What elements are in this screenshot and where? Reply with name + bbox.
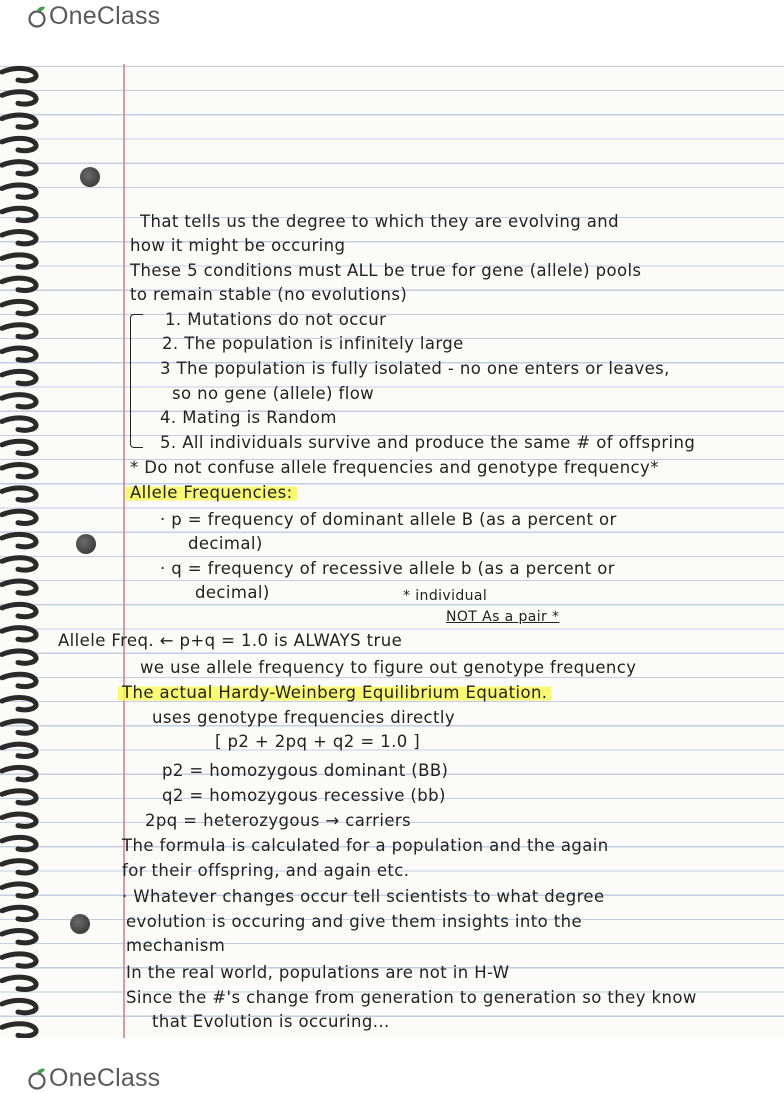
punch-hole xyxy=(80,167,100,187)
oneclass-leaf-icon xyxy=(26,6,48,28)
oneclass-leaf-icon xyxy=(26,1068,48,1090)
spiral-coil xyxy=(2,977,36,989)
note-line: In the real world, populations are not in H-W xyxy=(126,963,510,982)
note-line: · Whatever changes occur tell scientists to what degree xyxy=(122,887,605,906)
not-a-pair-note xyxy=(446,609,559,625)
note-line: These 5 conditions must ALL be true for gene (allele) pools xyxy=(130,261,642,280)
spiral-coil xyxy=(2,92,36,104)
spiral-coil xyxy=(2,954,36,966)
oneclass-logo-bottom xyxy=(26,1064,160,1093)
spiral-coil xyxy=(2,488,36,500)
spiral-coil xyxy=(2,138,36,150)
spiral-coil xyxy=(2,301,36,313)
allele-frequencies-heading: Allele Frequencies: xyxy=(126,483,297,502)
notebook-page xyxy=(0,64,784,1038)
spiral-coil xyxy=(2,674,36,686)
spiral-coil xyxy=(2,511,36,523)
spiral-coil xyxy=(2,1000,36,1012)
condition-item: so no gene (allele) flow xyxy=(172,384,375,403)
note-line: uses genotype frequencies directly xyxy=(152,708,456,727)
spiral-coil xyxy=(2,162,36,174)
genotype-definition: 2pq = heterozygous → carriers xyxy=(145,811,412,830)
spiral-coil xyxy=(2,325,36,337)
spiral-coil xyxy=(2,698,36,710)
brand-name: OneClass xyxy=(49,1064,161,1092)
spiral-coil xyxy=(2,278,36,290)
note-line: mechanism xyxy=(126,936,226,955)
hardy-weinberg-equation: [ p2 + 2pq + q2 = 1.0 ] xyxy=(215,732,421,751)
spiral-coil xyxy=(2,814,36,826)
spiral-coil xyxy=(2,767,36,779)
spiral-coil xyxy=(2,744,36,756)
note-line: That tells us the degree to which they are evolving and xyxy=(140,212,619,231)
not-a-pair-text: NOT As a pair * xyxy=(446,609,560,625)
equation-heading xyxy=(118,683,551,702)
note-line: Since the #'s change from generation to generation so they know xyxy=(126,988,697,1007)
spiral-coil xyxy=(2,1024,36,1036)
spiral-coil xyxy=(2,558,36,570)
spiral-coil xyxy=(2,791,36,803)
note-line: that Evolution is occuring... xyxy=(152,1012,390,1031)
spiral-coil xyxy=(2,348,36,360)
spiral-coil xyxy=(2,68,36,80)
spiral-coil xyxy=(2,208,36,220)
note-line: The formula is calculated for a population and the again xyxy=(122,836,609,855)
spiral-coil xyxy=(2,837,36,849)
spiral-coil xyxy=(2,395,36,407)
conditions-bracket xyxy=(130,314,143,448)
spiral-coil xyxy=(2,604,36,616)
condition-item: 4. Mating is Random xyxy=(160,408,337,427)
spiral-coil xyxy=(2,931,36,943)
note-line: decimal) xyxy=(188,534,263,553)
note-line: evolution is occuring and give them insights into the xyxy=(126,912,583,931)
spiral-coil xyxy=(2,441,36,453)
section-heading xyxy=(126,483,297,502)
spiral-coil xyxy=(2,907,36,919)
spiral-coil xyxy=(2,418,36,430)
warning-note: * Do not confuse allele frequencies and genotype frequency* xyxy=(130,458,659,477)
brand-name: OneClass xyxy=(49,2,161,30)
condition-item: 5. All individuals survive and produce the same # of offspring xyxy=(160,433,696,452)
spiral-coil xyxy=(2,371,36,383)
spiral-coil xyxy=(2,115,36,127)
spiral-coil xyxy=(2,884,36,896)
spiral-coil xyxy=(2,465,36,477)
spiral-coil xyxy=(2,185,36,197)
individual-note: * individual xyxy=(403,588,488,604)
spiral-coil xyxy=(2,861,36,873)
note-line: for their offspring, and again etc. xyxy=(122,861,410,880)
genotype-definition: p2 = homozygous dominant (BB) xyxy=(162,761,449,780)
condition-item: 1. Mutations do not occur xyxy=(165,310,387,329)
hardy-weinberg-heading: The actual Hardy-Weinberg Equilibrium Equation. xyxy=(118,683,551,702)
note-line: to remain stable (no evolutions) xyxy=(130,285,408,304)
definition-q: · q = frequency of recessive allele b (as a percent or xyxy=(160,559,615,578)
spiral-coil xyxy=(2,255,36,267)
oneclass-logo-top xyxy=(26,2,160,31)
spiral-coil xyxy=(2,721,36,733)
spiral-coil xyxy=(2,534,36,546)
condition-item: 3 The population is fully isolated - no one enters or leaves, xyxy=(160,359,670,378)
spiral-coil xyxy=(2,628,36,640)
spiral-coil xyxy=(2,232,36,244)
note-line: we use allele frequency to figure out genotype frequency xyxy=(140,658,637,677)
punch-hole xyxy=(70,914,90,934)
note-line: how it might be occuring xyxy=(130,236,346,255)
genotype-definition: q2 = homozygous recessive (bb) xyxy=(162,786,446,805)
punch-hole xyxy=(76,534,96,554)
note-line: decimal) xyxy=(195,583,270,602)
spiral-coil xyxy=(2,651,36,663)
allele-freq-rule: Allele Freq. ← p+q = 1.0 is ALWAYS true xyxy=(58,631,403,650)
spiral-binding xyxy=(0,64,46,1038)
condition-item: 2. The population is infinitely large xyxy=(162,334,464,353)
definition-p: · p = frequency of dominant allele B (as a percent or xyxy=(160,510,617,529)
spiral-coil xyxy=(2,581,36,593)
